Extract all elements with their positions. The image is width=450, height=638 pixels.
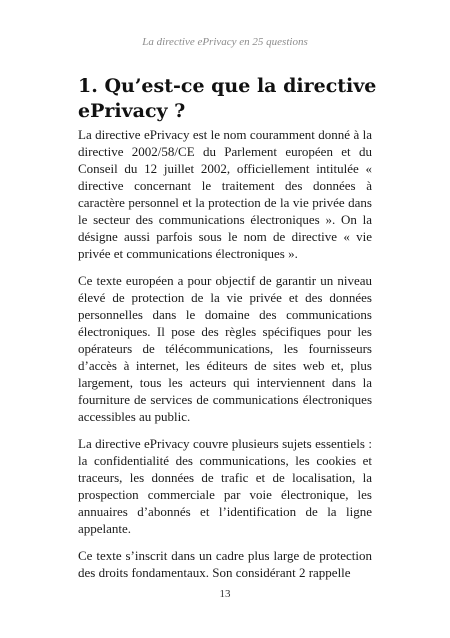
body-text [78, 126, 372, 591]
paragraph-definition: La directive ePrivacy est le nom couramment donné à la directive 2002/58/CE du Parlement européen et du Conseil du 12 juillet 2002, officiellement intitulée « directive concernant le traitement des données à caractère personnel et la protection de la vie privée dans le secteur des communications électroniques ». On la désigne aussi parfois sous le nom de directive « vie privée et communications électroniques ». [78, 127, 372, 261]
running-header: La directive ePrivacy en 25 questions [142, 36, 308, 48]
paragraph-context: Ce texte s’inscrit dans un cadre plus large de protection des droits fondamentaux. Son considérant 2 rappelle [78, 548, 372, 580]
page-number: 13 [219, 588, 231, 600]
paragraph-scope: La directive ePrivacy couvre plusieurs sujets essentiels : la confidentialité des communications, les cookies et traceurs, les données de trafic et de localisation, la prospection commerciale par voie électronique, les annuaires d’abonnés et l’identification de la ligne appelante. [78, 436, 372, 536]
chapter-title: 1. Qu’est-ce que la directive ePrivacy ? [78, 75, 377, 122]
paragraph-objective: Ce texte européen a pour objectif de garantir un niveau élevé de protection de la vie privée et des données personnelles dans le domaine des communications électroniques. Il pose des règles spécifiques pour les opérateurs de télécommunications, les fournisseurs d’accès à internet, les éditeurs de sites web et, plus largement, tous les acteurs qui interviennent dans la fourniture de services de communications électroniques accessibles au public. [78, 273, 372, 424]
